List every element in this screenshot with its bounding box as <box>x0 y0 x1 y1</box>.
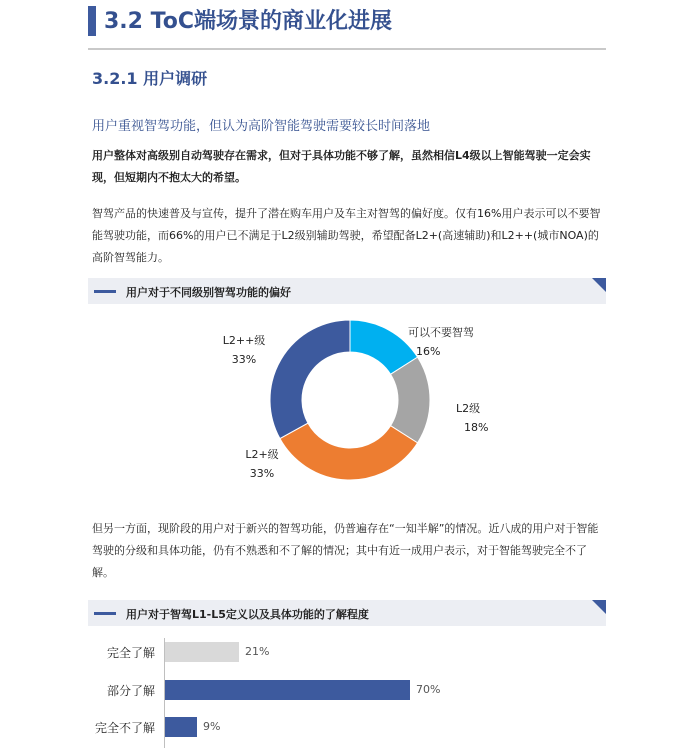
donut-slice <box>280 423 418 480</box>
slice-category-label: L2++级 <box>222 334 266 347</box>
slice-category-label: L2级 <box>456 402 481 415</box>
paragraph-summary: 用户整体对高级别自动驾驶存在需求，但对于具体功能不够了解，虽然相信L4级以上智能驾驶一定会实现，但短期内不抱太大的希望。 <box>92 149 591 184</box>
caption-bar-icon <box>94 612 116 615</box>
slice-category-label: 可以不要智驾 <box>408 326 474 339</box>
bar-value-label: 21% <box>245 645 270 658</box>
bar-category-label: 完全不了解 <box>94 721 155 735</box>
donut-slice <box>270 320 350 439</box>
donut-chart <box>220 300 489 500</box>
figure-caption: 用户对于不同级别智驾功能的偏好 <box>126 286 291 299</box>
bar-category-label: 完全了解 <box>106 646 155 660</box>
figure-caption: 用户对于智驾L1-L5定义以及具体功能的了解程度 <box>126 608 369 621</box>
bar <box>165 717 197 737</box>
corner-triangle-icon <box>592 278 606 292</box>
slice-value-label: 33% <box>249 467 275 480</box>
title-accent-bar <box>88 6 96 36</box>
slice-value-label: 18% <box>464 421 489 434</box>
subheading: 用户重视智驾功能，但认为高阶智能驾驶需要较长时间落地 <box>92 119 431 134</box>
page-title: 3.2 ToC端场景的商业化进展 <box>104 9 392 34</box>
slice-value-label: 33% <box>231 353 257 366</box>
paragraph-preference: 智驾产品的快速普及与宣传，提升了潜在购车用户及车主对智驾的偏好度。仅有16%用户表示可以不要智能驾驶功能，而66%的用户已不满足于L2级别辅助驾驶，希望配备L2+(高速辅助)和L2++(城市NOA)的高阶智驾能力。 <box>92 207 601 264</box>
bar-value-label: 70% <box>416 683 441 696</box>
bar-category-label: 部分了解 <box>106 684 155 698</box>
paragraph-awareness: 但另一方面，现阶段的用户对于新兴的智驾功能，仍普遍存在“一知半解”的情况。近八成的用户对于智能驾驶的分级和具体功能，仍有不熟悉和不了解的情况；其中有近一成用户表示，对于智能驾驶完全不了解。 <box>92 522 599 579</box>
bar-value-label: 9% <box>203 720 221 733</box>
bar <box>165 642 239 662</box>
caption-bar-icon <box>94 290 116 293</box>
slice-value-label: 16% <box>416 345 441 358</box>
slice-category-label: L2+级 <box>245 448 279 461</box>
bar <box>165 680 410 700</box>
figure-header-awareness <box>88 600 606 626</box>
corner-triangle-icon <box>592 600 606 614</box>
title-divider <box>88 48 606 50</box>
section-title: 3.2.1 用户调研 <box>92 69 208 88</box>
